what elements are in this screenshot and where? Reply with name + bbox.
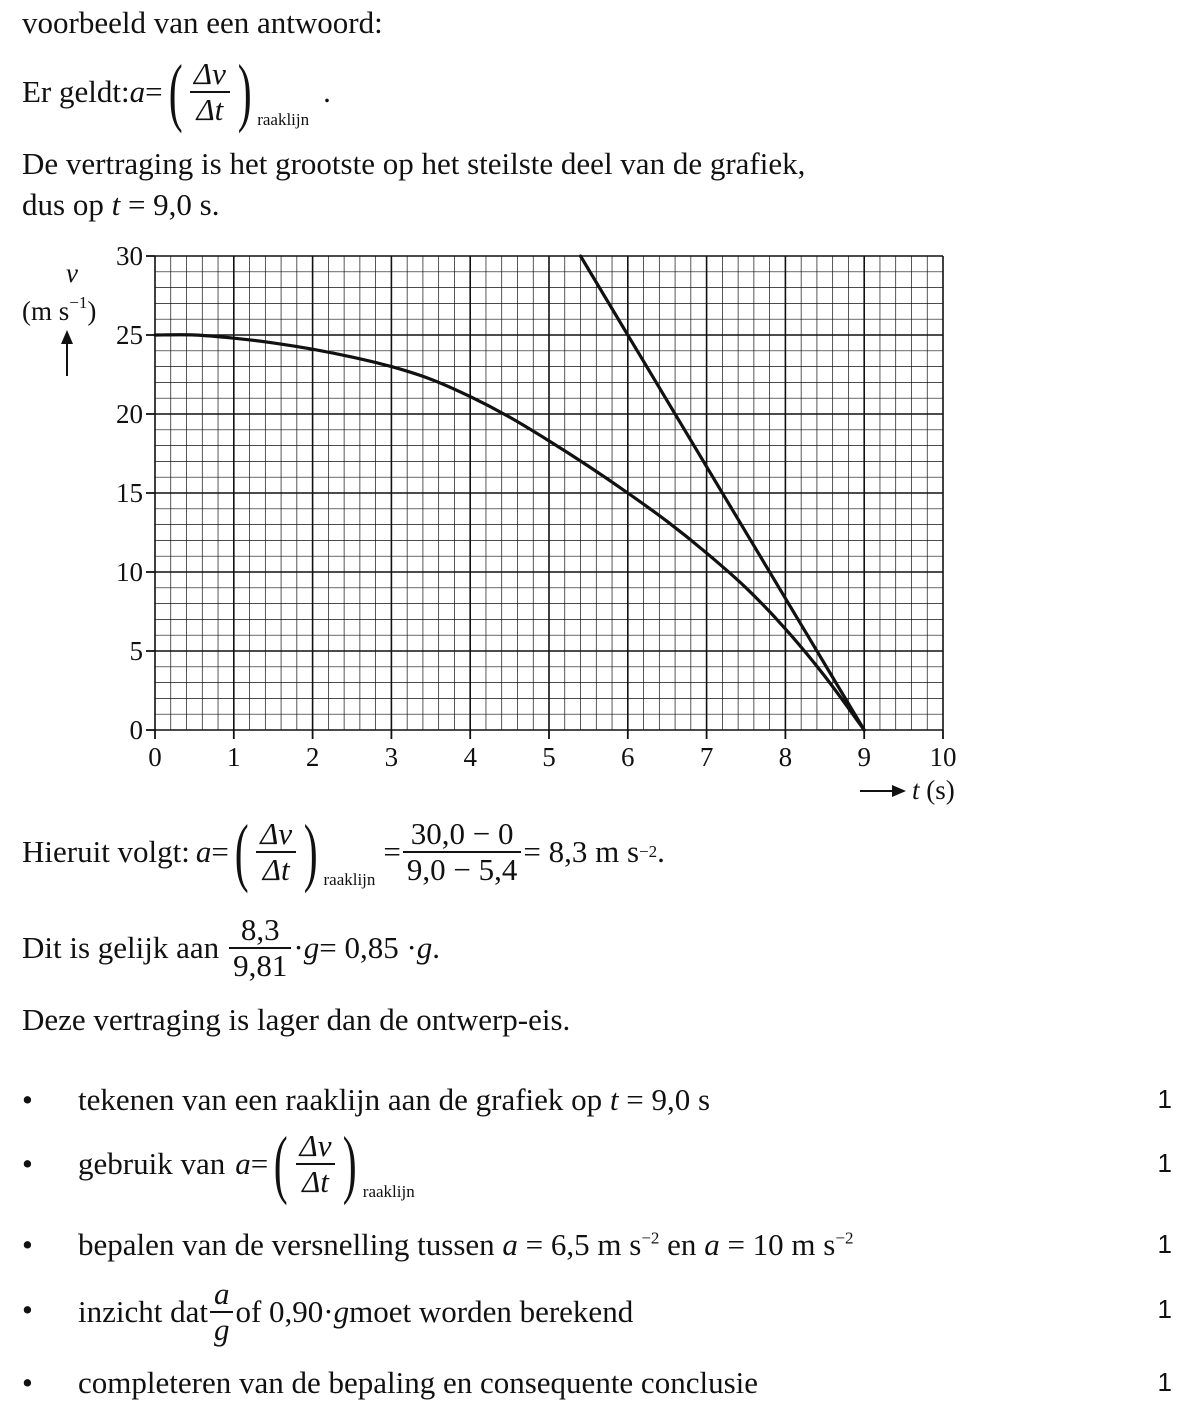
x-tick-label: 0 — [148, 742, 162, 772]
graph-major-grid — [155, 256, 943, 730]
criterion-score: 1 — [1157, 1229, 1172, 1259]
x-tick-label: 2 — [305, 742, 320, 772]
x-tick-label: 10 — [929, 742, 957, 772]
result-fraction: $\frac{\Delta v}{\Delta t}$ — [256, 817, 296, 887]
formula-fraction: $\frac{\Delta v}{\Delta t}$ — [190, 57, 230, 127]
x-tick-label: 9 — [857, 742, 871, 772]
paragraph-line-2: dus op t = 9,0 s. — [22, 187, 220, 222]
x-tick-label: 1 — [227, 742, 241, 772]
velocity-curve — [155, 335, 864, 730]
formula-eq: = — [145, 74, 163, 109]
compare-line: Dit is gelijk aan $\frac{8,3}{9,81}$ · g = 0,85 · g . — [22, 912, 441, 983]
formula-prefix: Er geldt: — [22, 74, 130, 109]
x-axis-label: t (s) — [912, 775, 955, 805]
x-tick-label: 5 — [542, 742, 556, 772]
result-numeric-fraction: $\frac{30,0 - 0}{9,0 - 5,4}$ — [403, 817, 521, 887]
criterion-score: 1 — [1157, 1294, 1172, 1324]
x-tick-label: 7 — [699, 742, 714, 772]
intro-text: voorbeeld van een antwoord: — [22, 5, 383, 40]
formula-suffix: . — [323, 74, 331, 109]
x-tick-label: 3 — [384, 742, 399, 772]
y-tick-label: 30 — [116, 241, 143, 271]
graph-tick-labels — [116, 241, 957, 772]
result-line: Hieruit volgt: a = ( $\frac{\Delta v}{\Delta t}$ ) raaklijn = $\frac{30,0 - 0}{9,0 - 5,4}$ = 8,3 m s −2 . — [22, 810, 665, 894]
formula-line: Er geldt: a = ( $\frac{\Delta v}{\Delta t}$ ) raaklijn . — [22, 52, 331, 132]
formula-var-a: a — [129, 74, 146, 109]
x-tick-label: 4 — [463, 742, 477, 772]
formula-subscript: raaklijn — [257, 110, 310, 129]
y-tick-label: 20 — [116, 399, 143, 429]
x-tick-label: 6 — [621, 742, 635, 772]
x-tick-label: 8 — [778, 742, 793, 772]
criterion-score: 1 — [1157, 1148, 1172, 1178]
conclusion-text: Deze vertraging is lager dan de ontwerp-eis. — [22, 1002, 571, 1037]
y-axis-arrow — [61, 330, 73, 376]
criterion-score: 1 — [1157, 1367, 1172, 1397]
y-tick-label: 0 — [129, 715, 143, 745]
y-tick-label: 15 — [116, 478, 143, 508]
y-tick-label: 5 — [129, 636, 143, 666]
x-axis-arrow — [860, 785, 906, 797]
y-axis-unit: (m $s^{-1}$) — [22, 293, 97, 326]
y-tick-label: 10 — [116, 557, 143, 587]
y-tick-label: 25 — [116, 320, 143, 350]
paragraph-line-1: De vertraging is het grootste op het steilste deel van de grafiek, — [22, 146, 806, 181]
compare-fraction: $\frac{8,3}{9,81}$ — [229, 913, 291, 983]
y-axis-var: v — [66, 258, 78, 288]
criterion-score: 1 — [1157, 1084, 1172, 1114]
